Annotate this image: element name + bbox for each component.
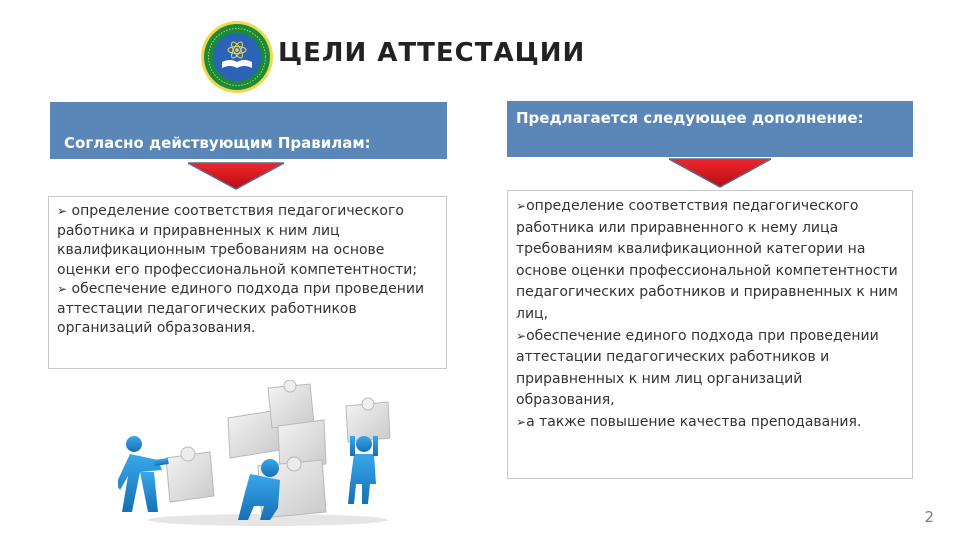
left-content-box: [48, 196, 447, 369]
puzzle-teamwork-illustration: [118, 380, 398, 528]
arrowhead-bullet-icon: ➢: [57, 204, 68, 218]
list-item-text: определение соответствия педагогического работника или приравненного к нему лица требованиям квалификационной категории на основе оценки профессиональной компетентности педагогических работников и приравненных к ним лиц,: [516, 198, 899, 322]
list-item-text: обеспечение единого подхода при проведении аттестации педагогических работников и приравненных к ним лиц организаций образования,: [516, 327, 879, 409]
list-item: [516, 326, 904, 412]
right-header-label: Предлагается следующее дополнение:: [516, 109, 864, 127]
arrowhead-bullet-icon: ➢: [57, 282, 68, 296]
list-item: [57, 202, 438, 280]
page-number: 2: [924, 508, 934, 526]
left-header: [50, 102, 447, 159]
arrow-down-icon: [188, 162, 284, 190]
arrowhead-bullet-icon: ➢: [516, 414, 527, 429]
list-item: [516, 196, 904, 326]
right-content-box: [507, 190, 913, 479]
left-header-label: Согласно действующим Правилам:: [64, 134, 371, 152]
list-item-text: обеспечение единого подхода при проведении аттестации педагогических работников организаций образования.: [57, 281, 425, 336]
arrow-down-icon: [669, 158, 771, 188]
list-item: [516, 412, 904, 434]
list-item: [57, 280, 438, 339]
right-header: [507, 101, 913, 157]
arrowhead-bullet-icon: ➢: [516, 328, 527, 343]
arrowhead-bullet-icon: ➢: [516, 199, 527, 213]
ministry-emblem-icon: [200, 20, 274, 94]
list-item-text: определение соответствия педагогического работника и приравненных к ним лиц квалификационным требованиям на основе оценки его профессиональной компетентности;: [57, 203, 418, 278]
page-title: ЦЕЛИ АТТЕСТАЦИИ: [278, 38, 586, 68]
list-item-text: а также повышение качества преподавания.: [526, 413, 862, 430]
